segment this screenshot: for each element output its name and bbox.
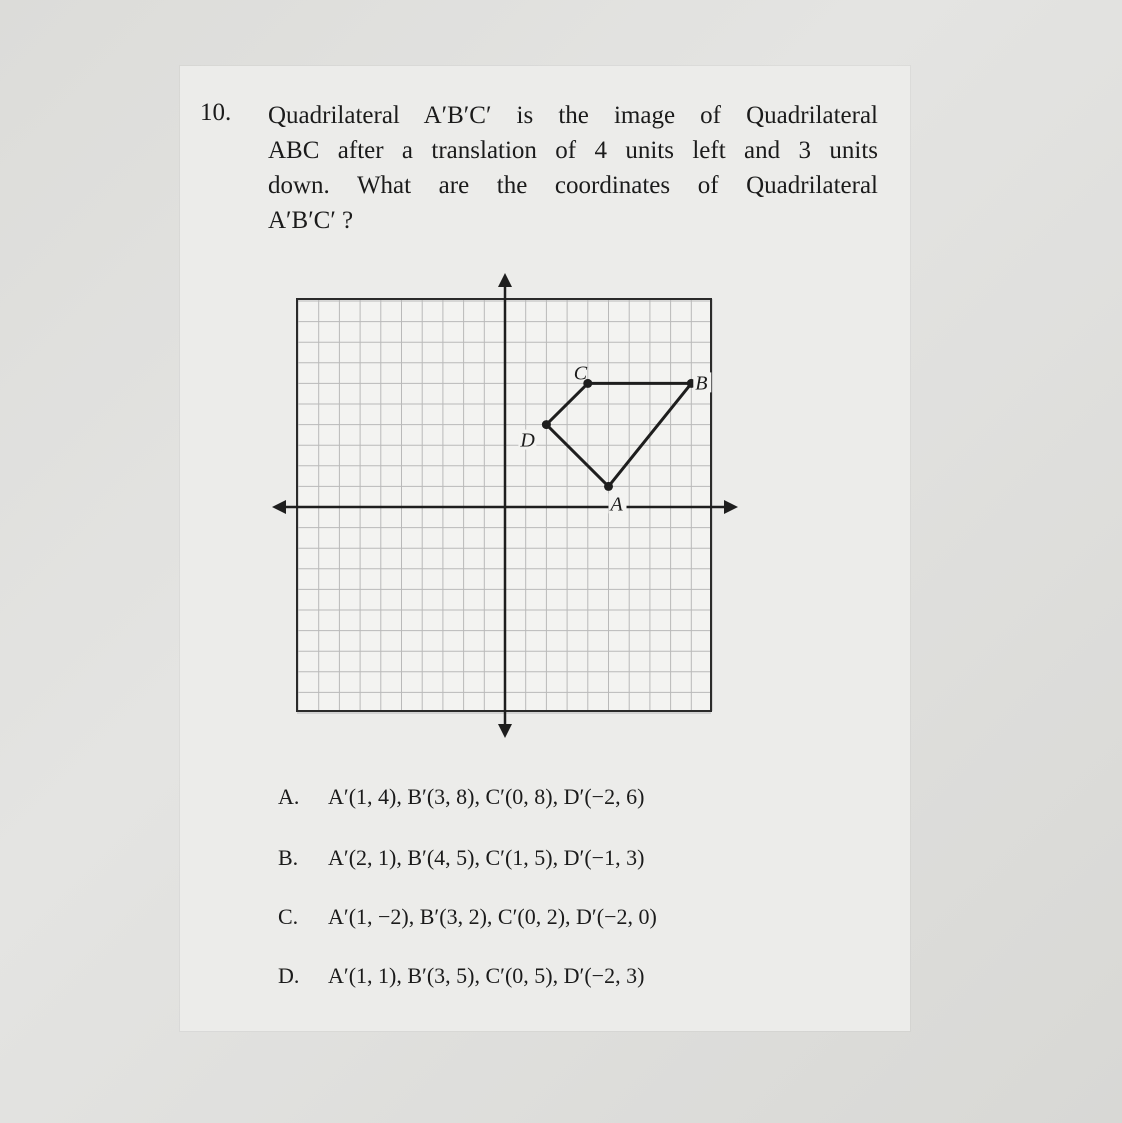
question-line: down. What are the coordinates of Quadrilateral	[268, 172, 878, 199]
vertex-d	[542, 420, 551, 429]
vertex-label-c: C	[573, 362, 588, 385]
y-axis-arrow-up	[498, 273, 512, 287]
vertex-a	[604, 482, 613, 491]
x-axis-arrow-left	[272, 500, 286, 514]
choice-letter: C.	[278, 904, 299, 929]
choice-text: A′(2, 1), B′(4, 5), C′(1, 5), D′(−1, 3)	[328, 845, 645, 870]
vertex-label-b: B	[695, 372, 708, 395]
vertex-label-a: A	[610, 493, 623, 516]
choice-text: A′(1, 4), B′(3, 8), C′(0, 8), D′(−2, 6)	[328, 784, 645, 809]
question-number: 10.	[200, 99, 232, 126]
vertex-label-d: D	[520, 429, 535, 452]
choice-a[interactable]	[278, 784, 644, 810]
y-axis-arrow-down	[498, 724, 512, 738]
choice-text: A′(1, 1), B′(3, 5), C′(0, 5), D′(−2, 3)	[328, 963, 645, 988]
choice-d[interactable]	[278, 963, 644, 989]
question-line: ABC after a translation of 4 units left and 3 units	[268, 137, 878, 164]
question-line: A′B′C′ ?	[268, 207, 354, 234]
choice-letter: D.	[278, 963, 300, 988]
choice-c[interactable]	[278, 904, 657, 930]
choice-letter: A.	[278, 784, 300, 809]
question-line: Quadrilateral A′B′C′ is the image of Quadrilateral	[268, 102, 878, 129]
choice-letter: B.	[278, 845, 299, 870]
choice-text: A′(1, −2), B′(3, 2), C′(0, 2), D′(−2, 0)	[328, 904, 657, 929]
x-axis-arrow-right	[724, 500, 738, 514]
choice-b[interactable]	[278, 845, 644, 871]
